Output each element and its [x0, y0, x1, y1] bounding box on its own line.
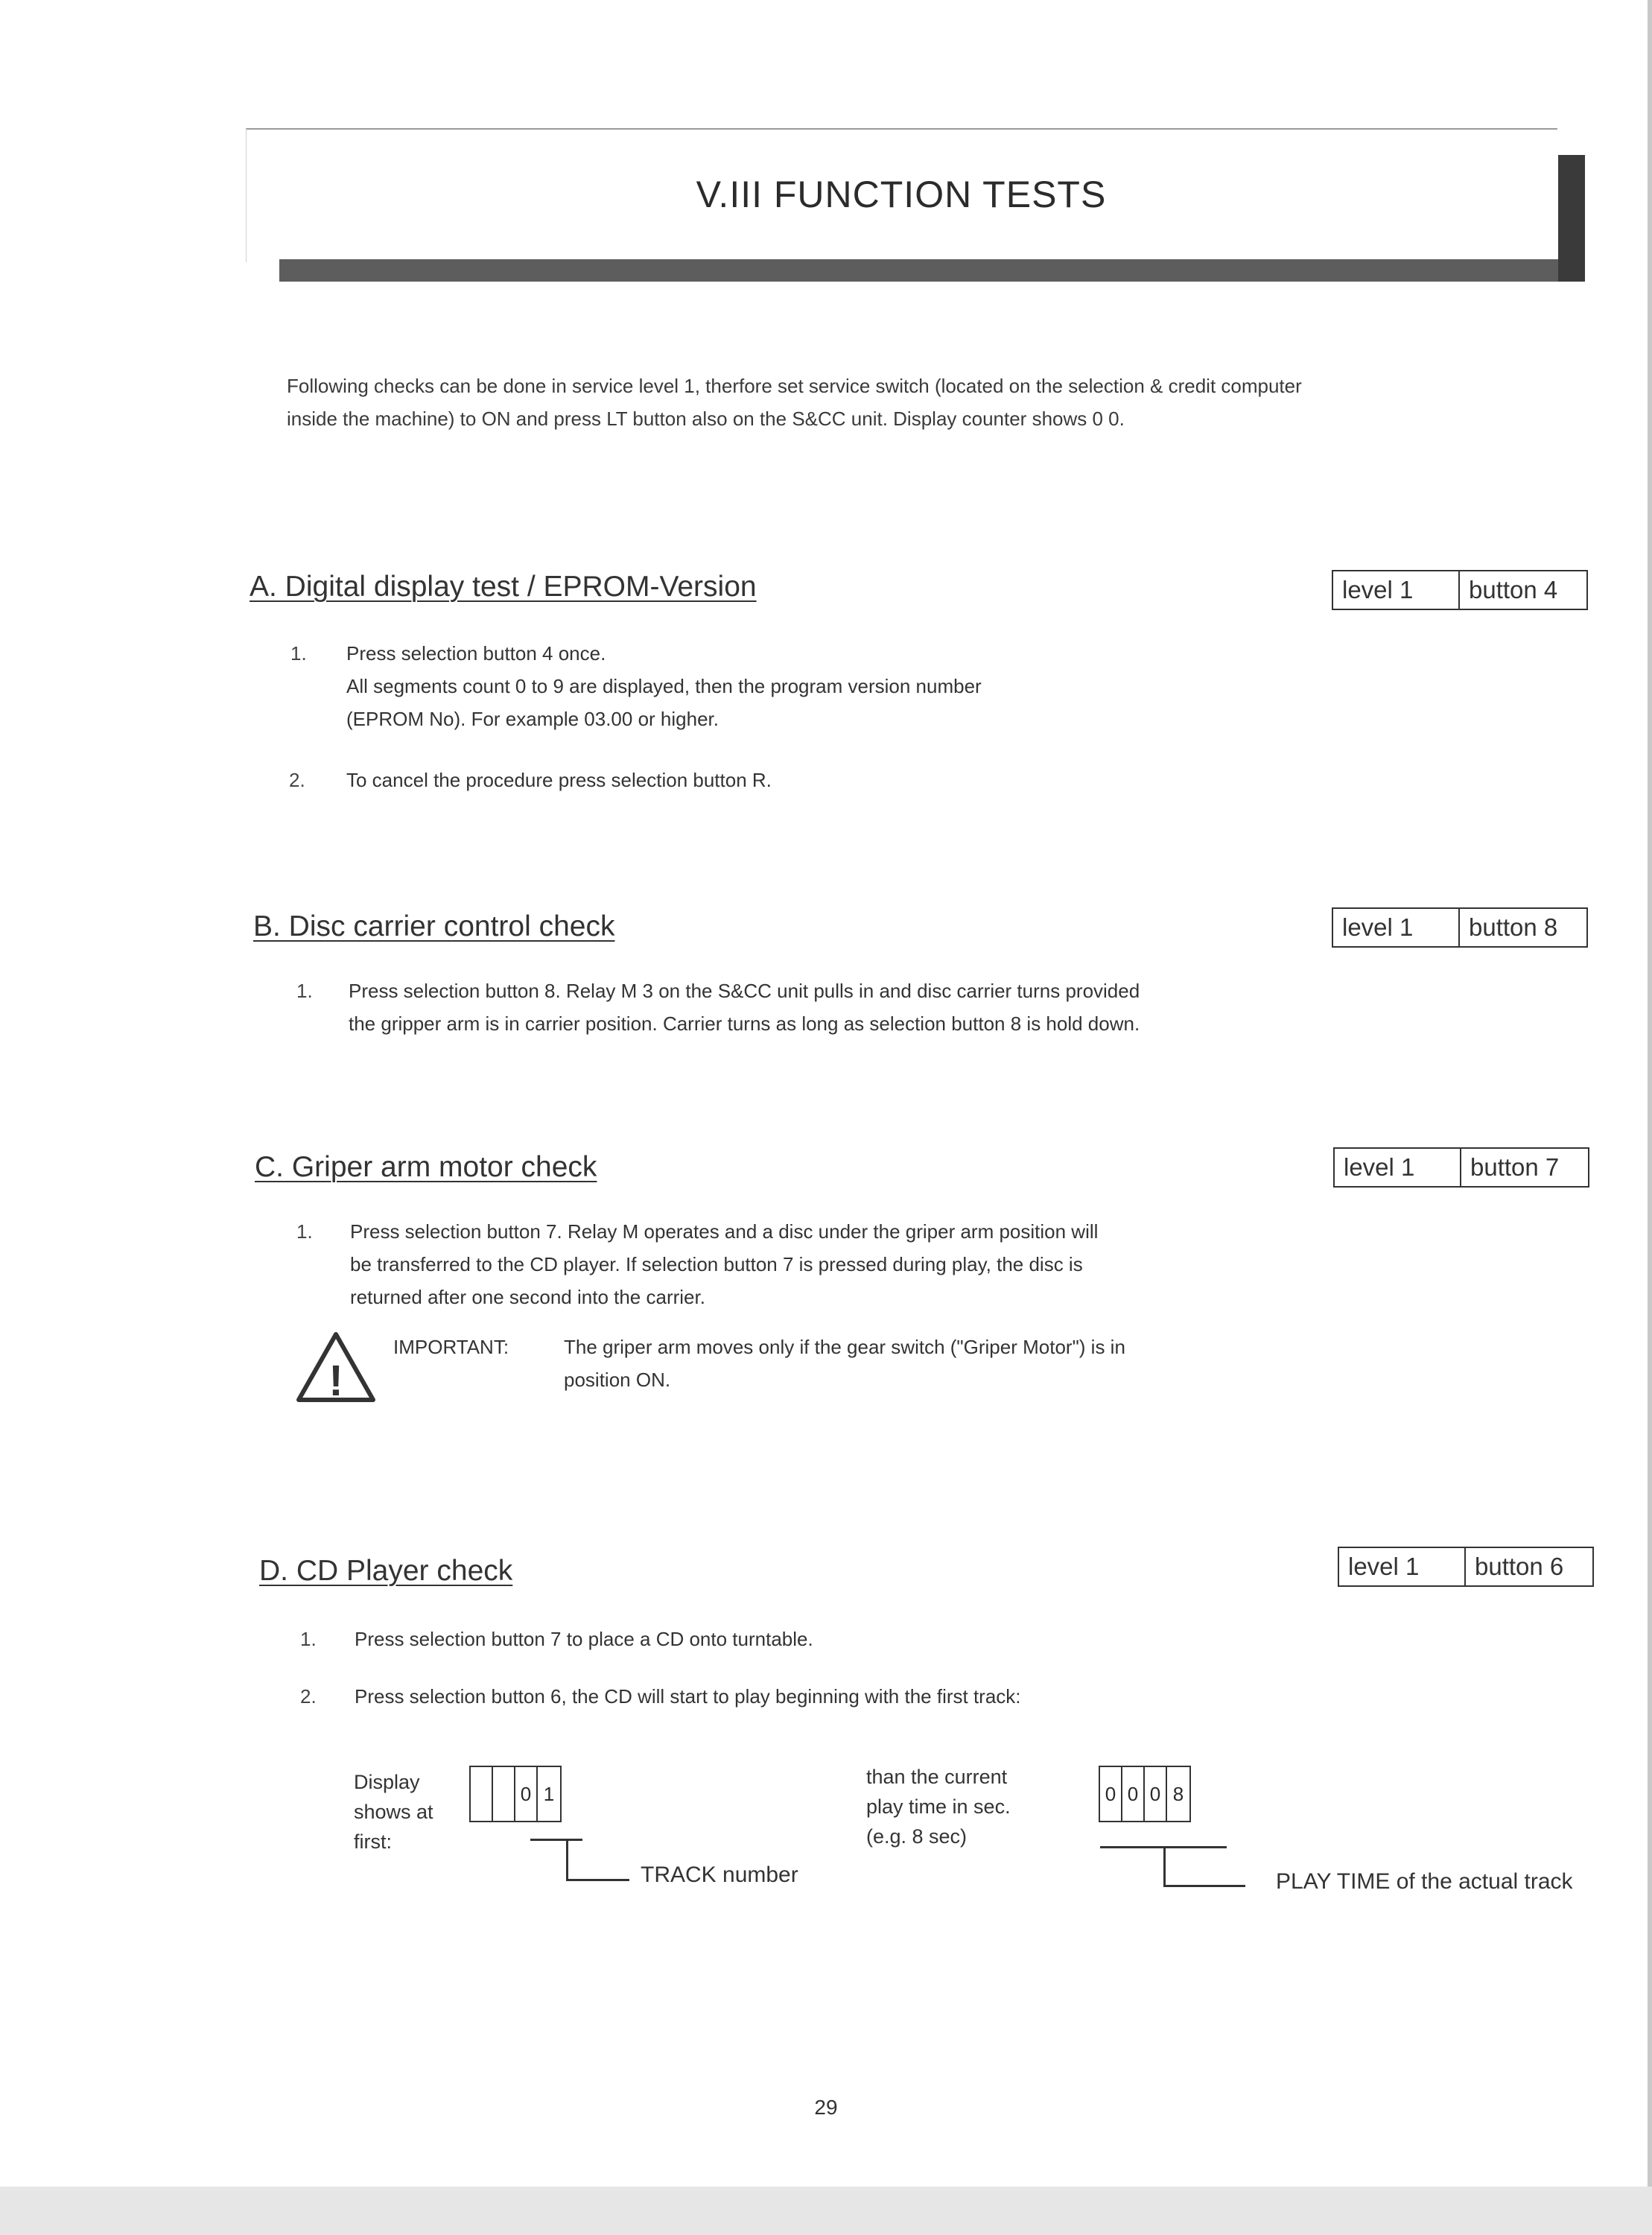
section-c-button: button 7	[1470, 1153, 1560, 1181]
header-side-bar	[1558, 155, 1585, 282]
time-bracket-stem	[1163, 1846, 1166, 1887]
section-d-level: level 1	[1339, 1548, 1466, 1585]
time-digit-3: 0	[1145, 1767, 1167, 1821]
section-a-title: A. Digital display test / EPROM-Version	[250, 571, 757, 603]
intro-line-1: Following checks can be done in service level 1, therfore set service switch (located on the selection & credit computer	[287, 375, 1302, 397]
section-b-level-box	[1332, 907, 1588, 948]
time-digit-1: 0	[1100, 1767, 1122, 1821]
display-label-line-3: first:	[354, 1830, 392, 1853]
section-a-level-box	[1332, 570, 1588, 610]
track-number-label: TRACK number	[641, 1862, 798, 1887]
intro-paragraph	[287, 370, 1553, 435]
warning-label: IMPORTANT:	[393, 1336, 509, 1358]
section-a-step-1-num: 1.	[290, 642, 307, 665]
then-line-1: than the current	[866, 1766, 1008, 1788]
warning-line-1: The griper arm moves only if the gear switch ("Griper Motor") is in	[564, 1336, 1125, 1358]
page-number: 29	[814, 2096, 838, 2119]
section-d-title: D. CD Player check	[259, 1555, 513, 1587]
scan-right-edge	[1648, 0, 1652, 2187]
section-c-level: level 1	[1335, 1149, 1461, 1186]
intro-line-2: inside the machine) to ON and press LT button also on the S&CC unit. Display counter shows 0 0.	[287, 408, 1125, 430]
time-digit-2: 0	[1122, 1767, 1145, 1821]
section-b-level: level 1	[1333, 909, 1460, 946]
svg-text:!: !	[328, 1357, 343, 1404]
track-digit-2	[493, 1767, 515, 1821]
section-b-step-1-line-1: Press selection button 8. Relay M 3 on the S&CC unit pulls in and disc carrier turns provided	[349, 980, 1140, 1002]
section-d-level-box	[1338, 1547, 1594, 1587]
section-c-level-box	[1333, 1147, 1589, 1188]
section-a-step-2-num: 2.	[289, 769, 305, 791]
section-b-step-1-text	[349, 974, 1140, 1040]
page-title: V.III FUNCTION TESTS	[696, 174, 1107, 215]
track-display	[469, 1766, 562, 1822]
section-b-button: button 8	[1469, 913, 1558, 941]
section-d-step-2-text: Press selection button 6, the CD will start to play beginning with the first track:	[355, 1685, 1021, 1708]
scan-bottom-edge	[0, 2187, 1652, 2235]
warning-icon	[294, 1330, 378, 1404]
then-line-2: play time in sec.	[866, 1795, 1011, 1818]
warning-line-2: position ON.	[564, 1369, 671, 1391]
section-b-title: B. Disc carrier control check	[253, 910, 615, 942]
section-b-step-1-line-2: the gripper arm is in carrier position. Carrier turns as long as selection button 8 is hold down.	[349, 1012, 1140, 1035]
section-d-step-2-num: 2.	[300, 1685, 317, 1708]
section-c-step-1-line-3: returned after one second into the carrier.	[350, 1286, 705, 1308]
section-b-step-1-num: 1.	[296, 980, 313, 1002]
then-label	[866, 1762, 1011, 1851]
section-a-level: level 1	[1333, 571, 1460, 609]
section-a-step-1-text	[346, 637, 982, 735]
warning-text	[564, 1331, 1125, 1396]
section-d-step-1-num: 1.	[300, 1628, 317, 1650]
section-c-step-1-line-1: Press selection button 7. Relay M operates and a disc under the griper arm position will	[350, 1220, 1099, 1243]
section-a-step-1-line-1: Press selection button 4 once.	[346, 642, 606, 665]
track-digit-1	[471, 1767, 493, 1821]
header-bar	[279, 259, 1583, 282]
track-bracket-arm	[566, 1879, 629, 1881]
track-bracket-top	[530, 1839, 582, 1841]
track-digit-3: 0	[515, 1767, 538, 1821]
display-label-line-1: Display	[354, 1771, 420, 1793]
section-a-button: button 4	[1469, 576, 1558, 603]
play-time-label: PLAY TIME of the actual track	[1276, 1869, 1573, 1894]
display-label	[354, 1767, 433, 1857]
display-label-line-2: shows at	[354, 1801, 433, 1823]
track-digit-4: 1	[543, 1783, 555, 1805]
time-digit-4: 8	[1172, 1783, 1184, 1805]
section-a-step-2-text: To cancel the procedure press selection button R.	[346, 769, 772, 791]
section-d-step-1-text: Press selection button 7 to place a CD onto turntable.	[355, 1628, 813, 1650]
section-a-step-1-line-2: All segments count 0 to 9 are displayed, then the program version number	[346, 675, 982, 697]
track-bracket-stem	[566, 1839, 568, 1881]
play-time-display	[1099, 1766, 1191, 1822]
section-c-step-1-line-2: be transferred to the CD player. If selection button 7 is pressed during play, the disc is	[350, 1253, 1083, 1275]
section-c-step-1-num: 1.	[296, 1220, 313, 1243]
section-c-step-1-text	[350, 1215, 1098, 1313]
section-c-title: C. Griper arm motor check	[255, 1151, 597, 1183]
section-d-button: button 6	[1475, 1553, 1564, 1580]
section-a-step-1-line-3: (EPROM No). For example 03.00 or higher.	[346, 708, 719, 730]
then-line-3: (e.g. 8 sec)	[866, 1825, 968, 1848]
time-bracket-arm	[1163, 1885, 1245, 1887]
